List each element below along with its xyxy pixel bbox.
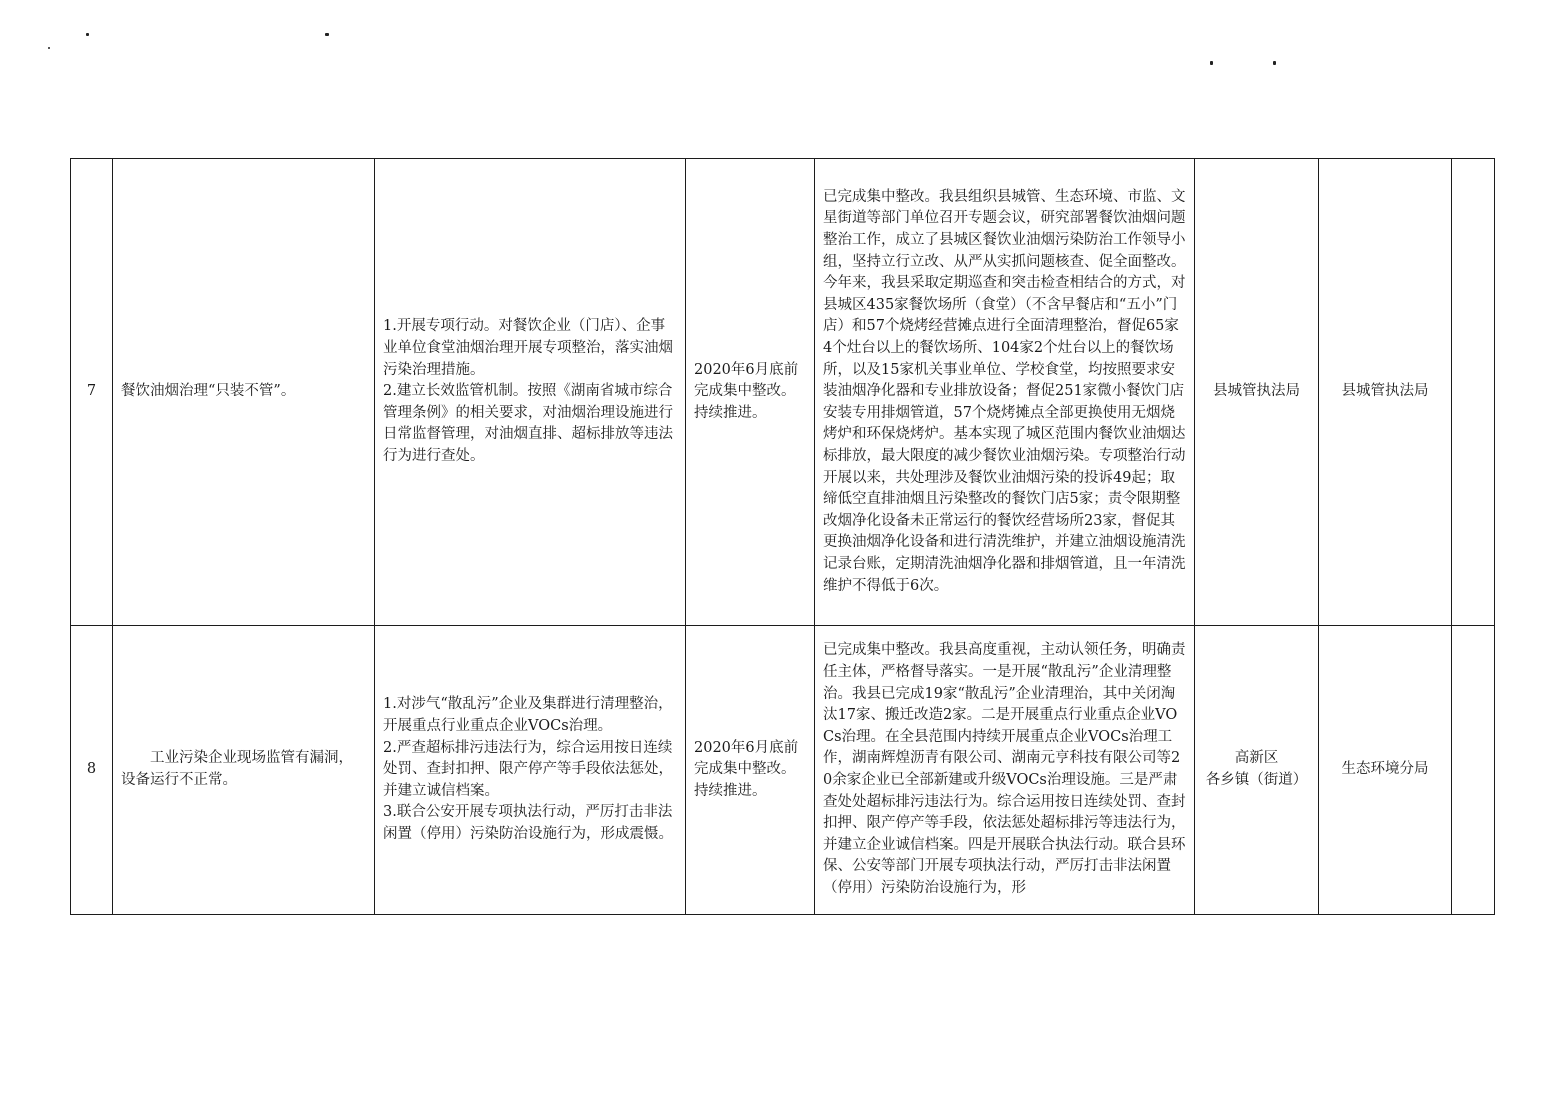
scan-speck (48, 47, 50, 49)
responsible-unit-cell: 县城管执法局 (1195, 159, 1319, 626)
table-row (71, 626, 1495, 915)
measure-item: 2.建立长效监管机制。按照《湖南省城市综合管理条例》的相关要求，对油烟治理设施进行日常监督管理，对油烟直排、超标排放等违法行为进行查处。 (383, 383, 673, 464)
responsible-unit-line: 各乡镇（街道） (1205, 772, 1308, 788)
scan-speck (86, 33, 89, 36)
issue-cell: 餐饮油烟治理“只装不管”。 (113, 159, 375, 626)
issue-cell: 工业污染企业现场监管有漏洞，设备运行不正常。 (113, 626, 375, 915)
deadline-cell: 2020年6月底前完成集中整改。持续推进。 (686, 159, 815, 626)
progress-cell: 已完成集中整改。我县组织县城管、生态环境、市监、文星街道等部门单位召开专题会议，研究部署餐饮油烟问题整治工作，成立了县城区餐饮业油烟污染防治工作领导小组，坚持立行立改、从严从实抓问题核查、促全面整改。今年来，我县采取定期巡查和突击检查相结合的方式，对县城区435家餐饮场所（食堂）（不含早餐店和“五小”门店）和57个烧烤经营摊点进行全面清理整治，督促65家4个灶台以上的餐饮场所、104家2个灶台以上的餐饮场所，以及15家机关事业单位、学校食堂，均按照要求安装油烟净化器和专业排放设备；督促251家微小餐饮门店安装专用排烟管道，57个烧烤摊点全部更换使用无烟烧烤炉和环保烧烤炉。基本实现了城区范围内餐饮业油烟达标排放，最大限度的减少餐饮业油烟污染。专项整治行动开展以来，共处理涉及餐饮业油烟污染的投诉49起；取缔低空直排油烟且污染整改的餐饮门店5家；责令限期整改烟净化设备未正常运行的餐饮经营场所23家，督促其更换油烟净化设备和进行清洗维护，并建立油烟设施清洗记录台账，定期清洗油烟净化器和排烟管道，且一年清洗维护不得低于6次。 (815, 159, 1195, 626)
measure-item: 2.严查超标排污违法行为，综合运用按日连续处罚、查封扣押、限产停产等手段依法惩处，并建立诚信档案。 (383, 739, 673, 799)
progress-cell: 已完成集中整改。我县高度重视，主动认领任务，明确责任主体，严格督导落实。一是开展“散乱污”企业清理整治。我县已完成19家“散乱污”企业清理治，其中关闭淘汰17家、搬迁改造2家。二是开展重点行业重点企业VOCs治理。在全县范围内持续开展重点企业VOCs治理工作，湖南辉煌沥青有限公司、湖南元亨科技有限公司等20余家企业已全部新建或升级VOCs治理设施。三是严肃查处处超标排污违法行为。综合运用按日连续处罚、查封扣押、限产停产等手段，依法惩处超标排污等违法行为，并建立企业诚信档案。四是开展联合执法行动。联合县环保、公安等部门开展专项执法行动，严厉打击非法闲置（停用）污染防治设施行为，形 (815, 626, 1195, 915)
measures-cell (375, 159, 686, 626)
rectification-table (70, 158, 1495, 915)
measures-cell (375, 626, 686, 915)
supervising-unit-cell: 县城管执法局 (1319, 159, 1452, 626)
deadline-cell: 2020年6月底前完成集中整改。持续推进。 (686, 626, 815, 915)
measure-item: 1.对涉气“散乱污”企业及集群进行清理整治，开展重点行业重点企业VOCs治理。 (383, 696, 673, 735)
table-row (71, 159, 1495, 626)
remarks-cell (1452, 159, 1495, 626)
measure-item: 3.联合公安开展专项执法行动，严厉打击非法闲置（停用）污染防治设施行为，形成震慑。 (383, 804, 673, 842)
supervising-unit-cell: 生态环境分局 (1319, 626, 1452, 915)
scan-speck (1273, 61, 1276, 65)
scan-speck (325, 33, 329, 36)
measure-item: 1.开展专项行动。对餐饮企业（门店）、企事业单位食堂油烟治理开展专项整治，落实油烟污染治理措施。 (383, 318, 673, 378)
remarks-cell (1452, 626, 1495, 915)
row-number: 7 (71, 159, 113, 626)
row-number: 8 (71, 626, 113, 915)
scan-speck (1210, 61, 1213, 65)
responsible-unit-line: 高新区 (1234, 750, 1279, 767)
responsible-unit-cell (1195, 626, 1319, 915)
